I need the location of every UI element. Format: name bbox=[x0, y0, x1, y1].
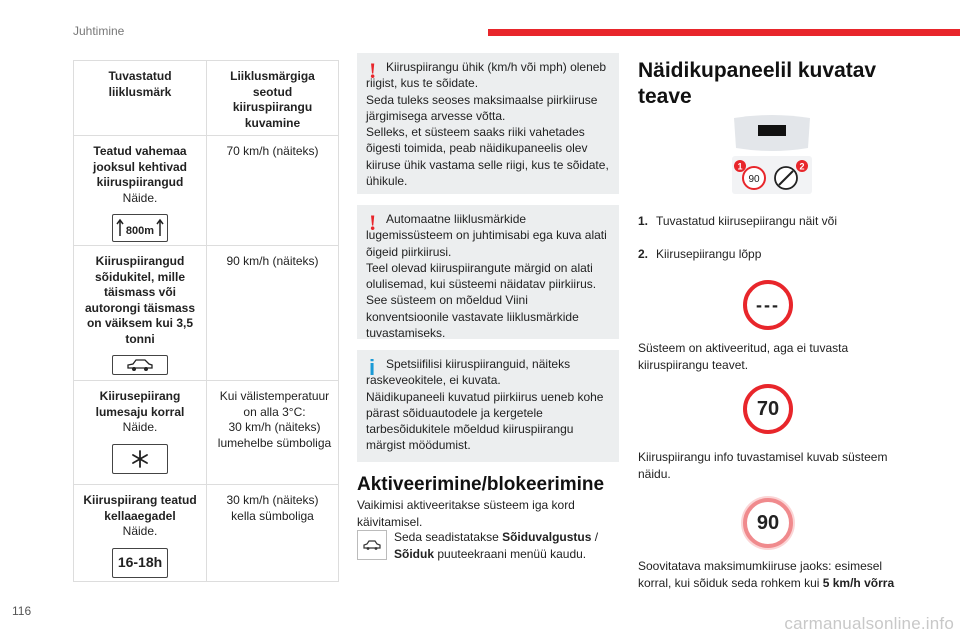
row-value: 90 km/h (näiteks) bbox=[226, 254, 319, 268]
vehicle-menu-icon bbox=[357, 530, 387, 560]
row-example: Näide. bbox=[122, 524, 158, 538]
text-recommended-bold: 5 km/h võrra bbox=[822, 575, 895, 590]
speed-limit-90-sign: 90 bbox=[743, 498, 793, 548]
table-row bbox=[74, 136, 338, 246]
callout-1: 1 bbox=[737, 161, 743, 172]
warning-icon: ! bbox=[369, 210, 377, 235]
heading-line: Näidikupaneelil kuvatav bbox=[638, 59, 877, 82]
activation-heading: Aktiveerimine/blokeerimine bbox=[357, 474, 605, 495]
section-title: Juhtimine bbox=[73, 24, 125, 38]
display-info-heading bbox=[638, 58, 876, 110]
no-limit-detected-sign: --- bbox=[743, 280, 793, 330]
settings-instruction bbox=[394, 529, 619, 562]
car-icon bbox=[112, 355, 168, 375]
row-example: Näide. bbox=[122, 420, 158, 434]
info-note-trucks bbox=[357, 350, 619, 462]
settings-text-sep: / bbox=[591, 530, 599, 544]
list-number: 2. bbox=[638, 247, 649, 261]
page-number: 116 bbox=[12, 604, 32, 618]
row-value: 70 km/h (näiteks) bbox=[226, 144, 319, 158]
distance-sign-icon bbox=[112, 214, 168, 242]
note-text: Kiiruspiirangu ühik (km/h või mph) oleneb riigist, kus te sõidate. Seda tuleks seoses maksimaalse piirkiiruse järgimisega arvesse võtta. Selleks, et süsteem saaks riiki vahetades õigesti toimida, peab näidikupaneelis olev kiiruse ühik vastama selle riigi, kus te sõidate, ühikule. bbox=[366, 60, 609, 189]
warning-icon: ! bbox=[369, 58, 377, 83]
text-recommended-limit bbox=[638, 558, 900, 591]
settings-menu-vehicle: Sõiduk bbox=[394, 546, 435, 561]
table-header-row bbox=[74, 61, 338, 136]
text-no-limit: Süsteem on aktiveeritud, aga ei tuvasta kiiruspiirangu teavet. bbox=[638, 341, 849, 372]
list-number: 1. bbox=[638, 214, 649, 228]
note-text: Spetsiifilisi kiiruspiiranguid, näiteks raskeveokitele, ei kuvata. Näidikupaneeli kuvatud piirkiirus ueneb kohe pärast sõiduautodele ja kergetele tarbesõidukitele mõeldud kiiruspiirangu märgist möödumist. bbox=[366, 357, 604, 453]
row-title: Kiiruspiirang teatud kellaaegadel bbox=[83, 493, 197, 523]
distance-sign-text: 800m bbox=[125, 225, 155, 237]
table-row bbox=[74, 485, 338, 581]
list-text: Kiirusepiirangu lõpp bbox=[656, 247, 762, 261]
row-title: Kiiruspiirangud sõidukitel, mille täismass või autorongi täismass on väiksem kui 3,5 tonni bbox=[84, 254, 196, 346]
callout-2: 2 bbox=[799, 161, 805, 172]
row-value: Kui välistemperatuur on alla 3°C: 30 km/h (näiteks) lumehelbe sümboliga bbox=[217, 389, 332, 450]
table-cell-sign bbox=[74, 485, 207, 581]
row-title: Kiirusepiirang lumesaju korral bbox=[95, 389, 185, 419]
row-title: Teatud vahemaa jooksul kehtivad kiiruspiirangud bbox=[92, 144, 188, 189]
row-example: Näide. bbox=[122, 190, 158, 205]
warning-note-accuracy bbox=[357, 205, 619, 339]
settings-menu-lighting: Sõiduvalgustus bbox=[502, 530, 592, 544]
row-value: 30 km/h (näiteks) kella sümboliga bbox=[226, 493, 319, 523]
table-row bbox=[74, 246, 338, 381]
list-item bbox=[638, 246, 838, 263]
speed-limit-70-sign: 70 bbox=[743, 384, 793, 434]
list-text: Tuvastatud kiirusepiirangu näit või bbox=[656, 214, 837, 228]
table-cell-sign bbox=[74, 381, 207, 484]
header-accent-bar bbox=[488, 29, 960, 36]
text-recommended-pre: Soovitatava maksimumkiiruse jaoks: esimesel korral, kui sõiduk seda rohkem kui bbox=[638, 559, 883, 590]
text-limit-detected: Kiiruspiirangu info tuvastamisel kuvab süsteem näidu. bbox=[638, 450, 888, 481]
footer-watermark: carmanualsonline.info bbox=[784, 614, 954, 633]
time-range-sign-icon: 16-18h bbox=[112, 548, 168, 578]
heading-line: teave bbox=[638, 85, 692, 108]
snowflake-icon bbox=[112, 444, 168, 474]
list-item bbox=[638, 213, 838, 230]
table-header-speed-display: Liiklusmärgiga seotud kiiruspiirangu kuvamine bbox=[230, 69, 315, 130]
table-row bbox=[74, 381, 338, 485]
warning-note-units bbox=[357, 53, 619, 194]
info-icon: i bbox=[369, 355, 376, 380]
speed-sign-table bbox=[73, 60, 339, 582]
table-cell-sign bbox=[74, 136, 207, 245]
settings-text-post: puuteekraani menüü kaudu. bbox=[434, 546, 587, 561]
cluster-speed-value: 90 bbox=[748, 174, 760, 185]
activation-paragraph: Vaikimisi aktiveeritakse süsteem iga kord käivitamisel. bbox=[357, 498, 575, 529]
table-header-detected-sign: Tuvastatud liiklusmärk bbox=[74, 61, 207, 135]
note-text: Automaatne liiklusmärkide lugemissüsteem on juhtimisabi ega kuva alati õigeid piirkiirusi. Teel olevad kiiruspiirangute märgid on alati olulisemad, kui süsteemi näidatav piirkiirus. See süsteem on mõeldud Viini konventsioonile vastavate liiklusmärkide tuvastamiseks. bbox=[366, 212, 607, 341]
settings-text-pre: Seda seadistatakse bbox=[394, 530, 503, 544]
table-cell-sign bbox=[74, 246, 207, 380]
instrument-cluster-illustration bbox=[728, 112, 816, 198]
